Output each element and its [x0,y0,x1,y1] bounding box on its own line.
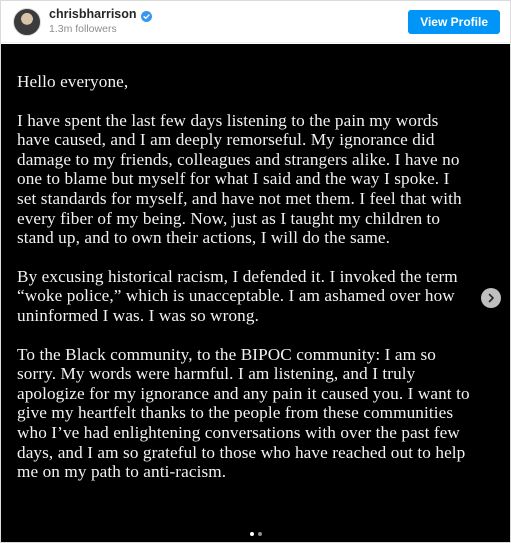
follower-count: 1.3m followers [49,22,117,35]
carousel-dot-1[interactable] [250,532,254,536]
post-paragraph: By excusing historical racism, I defended it. I invoked the term “woke police,” which is unacceptable. I am ashamed over how uninformed I was. I was so wrong. [17,266,458,325]
post-paragraph: To the Black community, to the BIPOC community: I am so sorry. My words were harmful. I am listening, and I truly apologize for my ignorance and any pain it caused you. I want to give my heartfelt thanks to the people from these communities who I’ve had enlightening conversations with over the past few days, and I am so grateful to those who have reached out to help me on my path to anti-racism. [17,344,470,482]
post-header [1,1,510,43]
account-info [49,8,408,35]
post-text [17,72,507,501]
username[interactable]: chrisbharrison [49,6,137,21]
post-paragraph: I have spent the last few days listening to the pain my words have caused, and I am deeply remorseful. My ignorance did damage to my friends, colleagues and strangers alike. I have no one to blame but myself for what I said and the way I spoke. I set standards for myself, and have not met them. I feel that with every fiber of my being. Now, just as I taught my children to stand up, and to own their actions, I will do the same. [17,110,462,248]
chevron-right-icon [486,293,496,303]
carousel-indicator [1,532,510,536]
post-paragraph: Hello everyone, [17,72,129,91]
carousel-dot-2[interactable] [258,532,262,536]
view-profile-button[interactable]: View Profile [408,10,500,34]
carousel-next-button[interactable] [481,288,501,308]
avatar[interactable] [13,8,41,36]
verified-badge-icon [141,9,152,20]
post-image[interactable] [1,44,510,542]
